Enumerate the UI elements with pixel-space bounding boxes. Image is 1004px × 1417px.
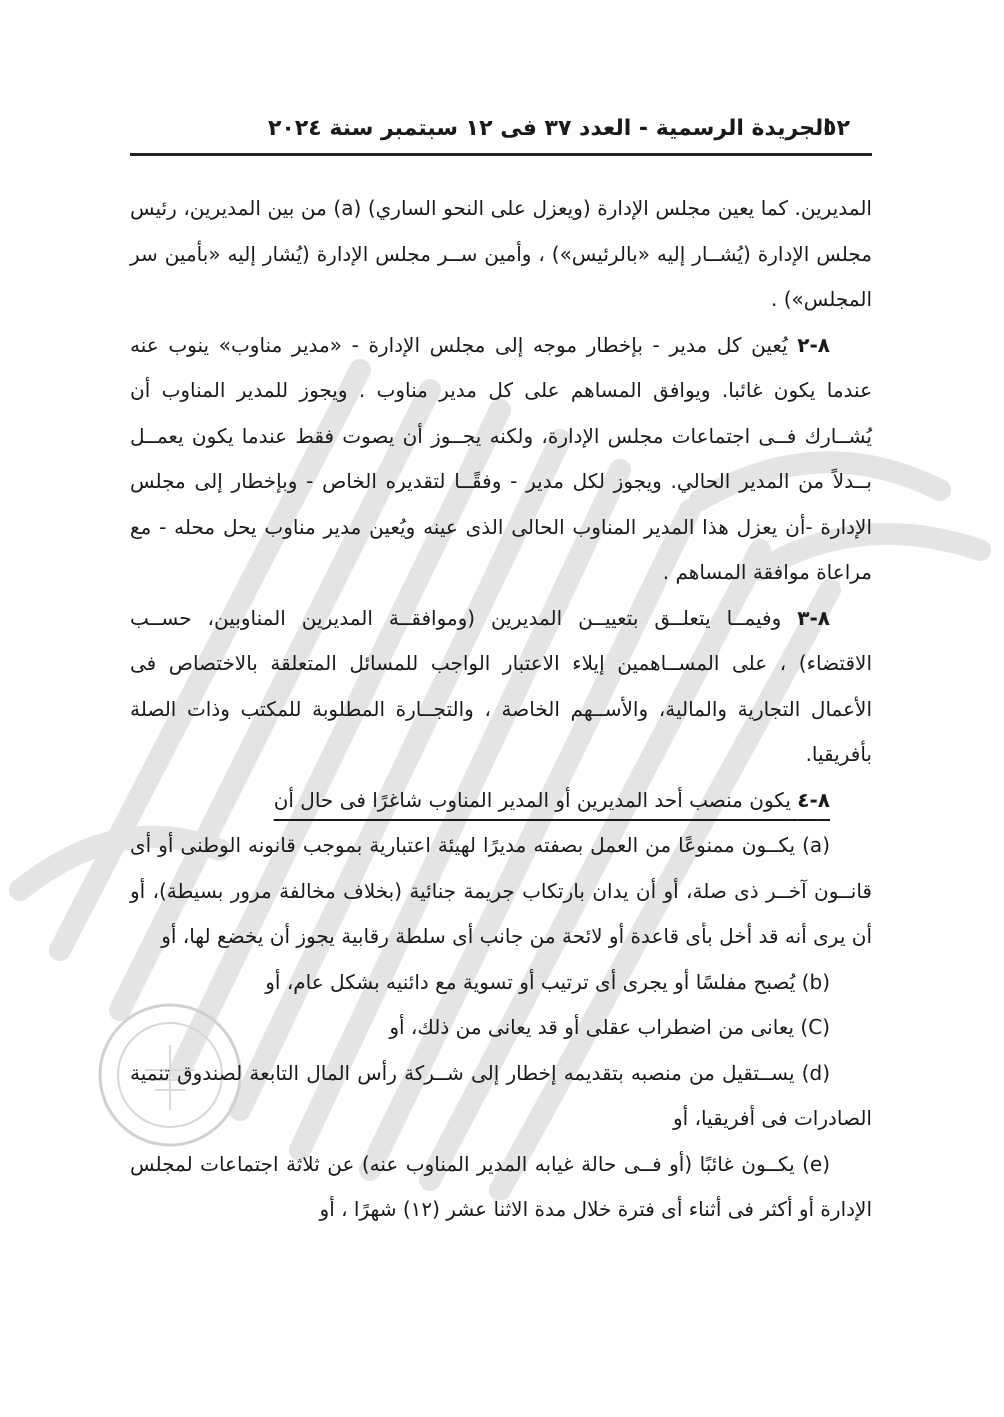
paragraph-continuation [130, 186, 872, 323]
item-text: (e) يكــون غائبًا (أو فــى حالة غيابه المدير المناوب عنه) عن ثلاثة اجتماعات لمجلس الإدارة أو أكثر فى أثناء أى فترة خلال مدة الاثنا عشر (١٢) شهرًا ، أو [130, 1151, 872, 1221]
item-text: (C) يعانى من اضطراب عقلى أو قد يعانى من ذلك، أو [389, 1015, 830, 1039]
paragraph-text: يكون منصب أحد المديرين أو المدير المناوب شاغرًا فى حال أن [273, 787, 791, 812]
paragraph-text: المديرين. كما يعين مجلس الإدارة (ويعزل على النحو الساري) (a) من بين المديرين، رئيس مجلس الإدارة (يُشــار إليه «بالرئيس») ، وأمين ســر مجلس الإدارة (يُشار إليه «بأمين سر المجلس») . [130, 196, 872, 311]
item-e [130, 1142, 872, 1233]
item-a [130, 823, 872, 960]
clause-number: ٨-٤ [797, 787, 830, 812]
gazette-title: الجريدة الرسمية - العدد ٣٧ فى ١٢ سبتمبر سنة ٢٠٢٤ [268, 116, 831, 141]
item-c [130, 1005, 872, 1051]
item-text: (a) يكــون ممنوعًا من العمل بصفته مديرًا لهيئة اعتبارية بموجب قانونه الوطنى أو أى قانــون آخــر ذى صلة، أو أن يدان بارتكاب جريمة جنائية (بخلاف مخالفة مرور بسيطة)، أو أن يرى أنه قد أخل بأى قاعدة أو لائحة من جانب أى سلطة رقابية يجوز أن يخضع لها، أو [130, 833, 872, 948]
page-header [130, 110, 872, 154]
paragraph-text: وفيمــا يتعلــق بتعييــن المديرين (وموافقــة المديرين المناوبين، حســب الاقتضاء) ، على المســاهمين إيلاء الاعتبار الواجب للمسائل المتعلقة بالاختصاص فى الأعمال التجارية والمالية، والأســهم الخاصة ، والتجــارة المطلوبة للمكتب وذات الصلة بأفريقيا. [130, 605, 872, 766]
clause-number: ٨-٣ [797, 605, 830, 630]
paragraph-8-2 [130, 323, 872, 596]
clause-heading [274, 788, 830, 812]
item-text: (b) يُصبح مفلسًا أو يجرى أى ترتيب أو تسوية مع دائنيه بشكل عام، أو [265, 969, 830, 994]
item-text: (d) يســتقيل من منصبه بتقديمه إخطار إلى شــركة رأس المال التابعة لصندوق تنمية الصادرات فى أفريقيا، أو [130, 1060, 872, 1130]
header-divider [130, 153, 872, 156]
paragraph-8-4 [130, 778, 872, 824]
paragraph-8-3 [130, 596, 872, 778]
page-number: ٥٢ [823, 116, 850, 141]
document-body [130, 186, 872, 1233]
item-d [130, 1051, 872, 1142]
item-b [130, 960, 872, 1006]
clause-number: ٨-٢ [797, 332, 830, 357]
paragraph-text: يُعين كل مدير - بإخطار موجه إلى مجلس الإدارة - «مدير مناوب» ينوب عنه عندما يكون غائبا. ويوافق المساهم على كل مدير مناوب . ويجوز للمدير المناوب أن يُشــارك فــى اجتماعات مجلس الإدارة، ولكنه يجــوز أن يصوت فقط عندما يكون يعمــل بــدلاً من المدير الحالي. ويجوز لكل مدير - وفقًــا لتقديره الخاص - وبإخطار إلى مجلس الإدارة -أن يعزل هذا المدير المناوب الحالى الذى عينه ويُعين مدير مناوب يحل محله - مع مراعاة موافقة المساهم . [130, 332, 872, 584]
